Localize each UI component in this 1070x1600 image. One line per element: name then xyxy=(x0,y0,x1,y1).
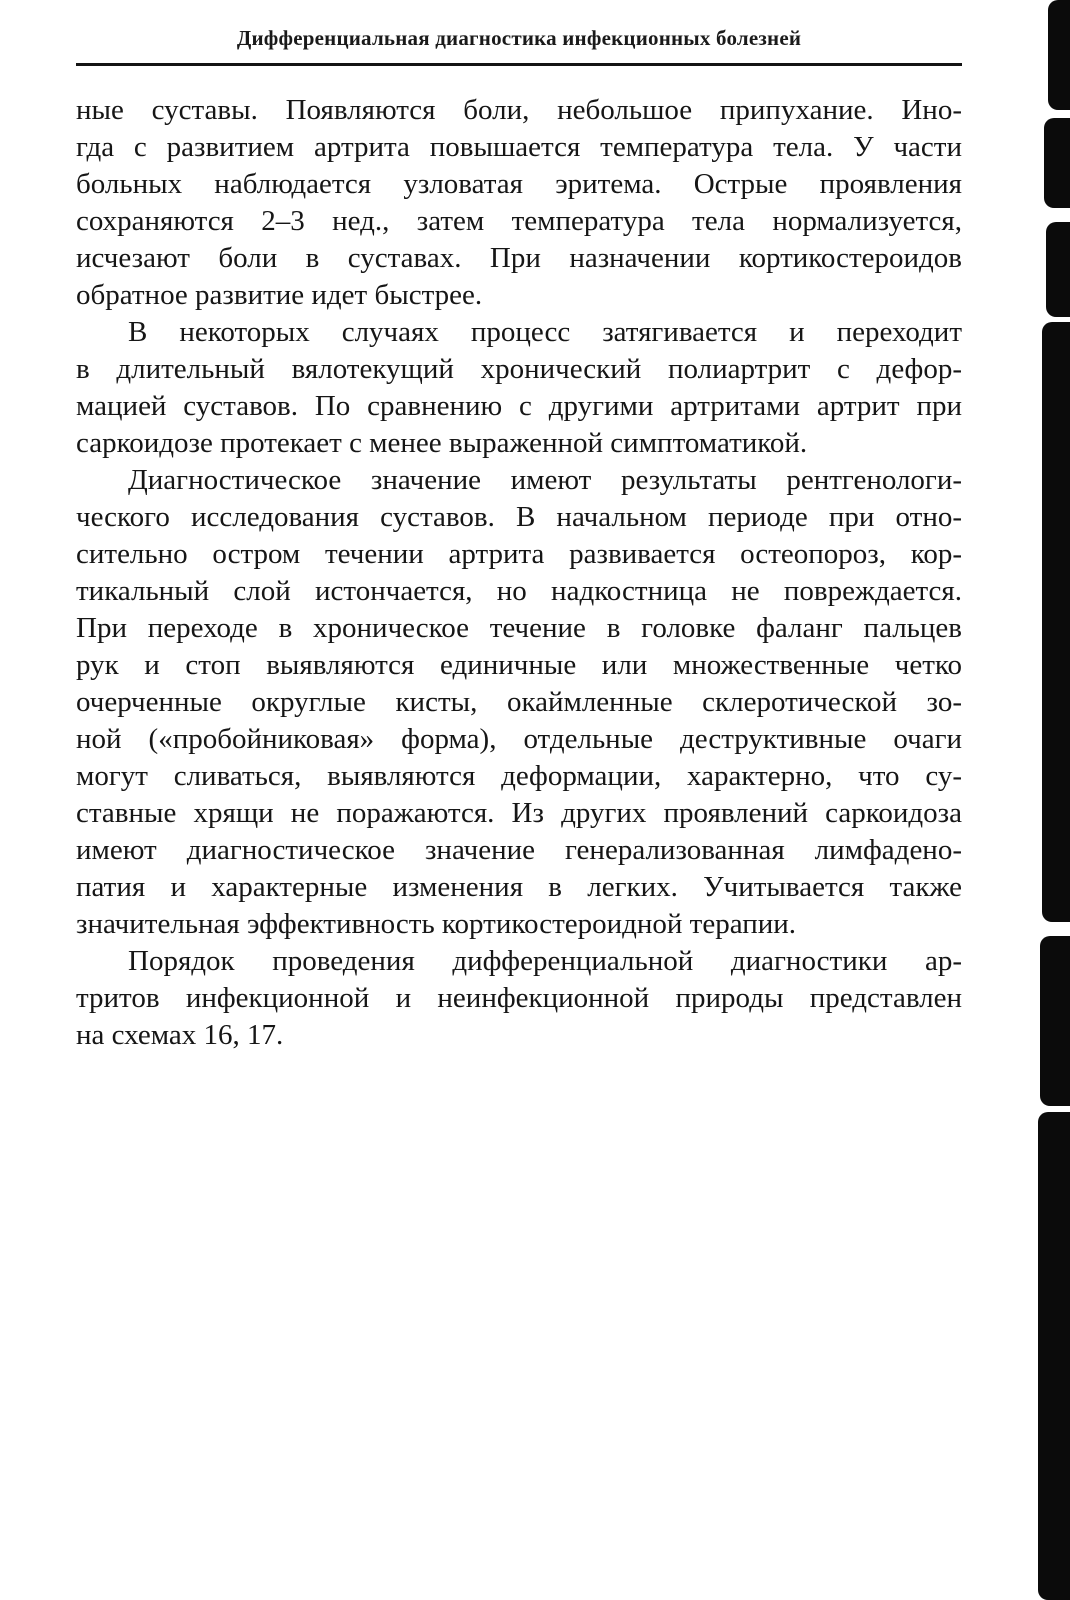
text-line: имеют диагностическое значение генерализованная лимфадено- xyxy=(76,834,962,866)
text-line: рук и стоп выявляются единичные или множественные четко xyxy=(76,649,962,681)
text-line: очерченные округлые кисты, окаймленные склеротической зо- xyxy=(76,686,962,718)
text-line: исчезают боли в суставах. При назначении кортикостероидов xyxy=(76,242,962,274)
text-line: ные суставы. Появляются боли, небольшое припухание. Ино- xyxy=(76,94,962,126)
text-line: больных наблюдается узловатая эритема. Острые проявления xyxy=(76,168,962,200)
binding-shadow xyxy=(1048,0,1070,110)
paragraph-4 xyxy=(76,943,962,1054)
text-line: При переходе в хроническое течение в головке фаланг пальцев xyxy=(76,612,962,644)
body-text xyxy=(76,92,962,1054)
text-line: тикальный слой истончается, но надкостница не повреждается. xyxy=(76,575,962,607)
text-line: обратное развитие идет быстрее. xyxy=(76,279,483,311)
text-line: на схемах 16, 17. xyxy=(76,1019,284,1051)
binding-shadow xyxy=(1044,118,1070,208)
binding-shadow xyxy=(1040,936,1070,1106)
text-line: В некоторых случаях процесс затягивается и переходит xyxy=(128,316,962,348)
text-line: значительная эффективность кортикостероидной терапии. xyxy=(76,908,797,940)
text-line: саркоидозе протекает с менее выраженной симптоматикой. xyxy=(76,427,808,459)
text-line: Порядок проведения дифференциальной диагностики ар- xyxy=(128,945,962,977)
scan-binding-edge xyxy=(1036,0,1070,1600)
text-line: тритов инфекционной и неинфекционной природы представлен xyxy=(76,982,962,1014)
paragraph-3 xyxy=(76,462,962,943)
paragraph-1 xyxy=(76,92,962,314)
text-line: ной («пробойниковая» форма), отдельные деструктивные очаги xyxy=(76,723,962,755)
text-line: мацией суставов. По сравнению с другими артритами артрит при xyxy=(76,390,962,422)
running-title: Дифференциальная диагностика инфекционных болезней xyxy=(236,26,802,50)
text-line: ставные хрящи не поражаются. Из других проявлений саркоидоза xyxy=(76,797,962,829)
binding-shadow xyxy=(1046,222,1070,317)
text-line: сительно остром течении артрита развивается остеопороз, кор- xyxy=(76,538,962,570)
text-line: сохраняются 2–3 нед., затем температура тела нормализуется, xyxy=(76,205,962,237)
header-rule xyxy=(76,63,962,66)
paragraph-2 xyxy=(76,314,962,462)
binding-shadow xyxy=(1042,322,1070,922)
text-line: в длительный вялотекущий хронический полиартрит с дефор- xyxy=(76,353,962,385)
text-line: Диагностическое значение имеют результаты рентгенологи- xyxy=(128,464,962,496)
text-line: ческого исследования суставов. В начальном периоде при отно- xyxy=(76,501,962,533)
binding-shadow xyxy=(1038,1112,1070,1600)
text-line: патия и характерные изменения в легких. Учитывается также xyxy=(76,871,962,903)
text-line: гда с развитием артрита повышается температура тела. У части xyxy=(76,131,962,163)
text-line: могут сливаться, выявляются деформации, характерно, что су- xyxy=(76,760,962,792)
